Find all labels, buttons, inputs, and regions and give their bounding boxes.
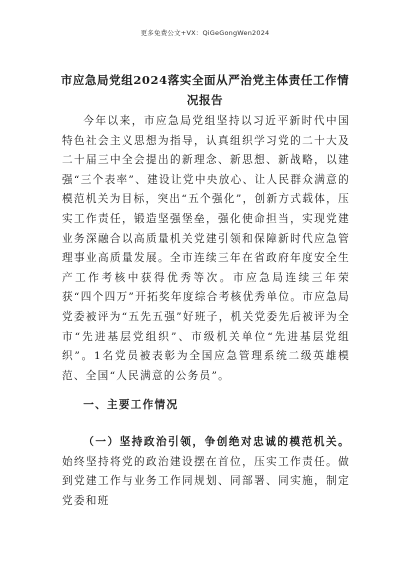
intro-paragraph: 今年以来，市应急局党组坚持以习近平新时代中国特色社会主义思想为指导，认真组织学习党的二十大及二十届三中全会提出的新理念、新思想、新战略，以建强“三个表率”、建设让党中央放心、让人民群众满意的模范机关为目标，突出“五个强化”，创新方式载体，压实工作责任，锻造坚强堡垒，强化使命担当，实现党建业务深融合以高质量机关党建引领和保障新时代应急管理事业高质量发展。全市连续三年在省政府年度安全生产工作考核中获得优秀等次。市应急局连续三年荣获“四个四万”开拓奖年度综合考核优秀单位。市应急局党委被评为“五先五强”好班子，机关党委先后被评为全市“先进基层党组织”、市级机关单位“先进基层党组织”。1名党员被表彰为全国应急管理系统二级英雄模范、全国“人民满意的公务员”。 (62, 115, 350, 382)
document-title: 市应急局党组2024落实全面从严治党主体责任工作情况报告 (60, 73, 350, 107)
subsection-paragraph (62, 433, 350, 511)
header-note: 更多免费公文+VX：QiGeGongWen2024 (140, 29, 270, 37)
section-heading: 一、主要工作情况 (83, 399, 179, 411)
subsection-text: 始终坚持将党的政治建设摆在首位，压实工作责任。做到党建工作与业务工作同规划、同部署、同实施，制定党委和班 (62, 455, 350, 507)
subsection-heading: （一）坚持政治引领，争创绝对忠诚的模范机关。 (83, 436, 350, 448)
